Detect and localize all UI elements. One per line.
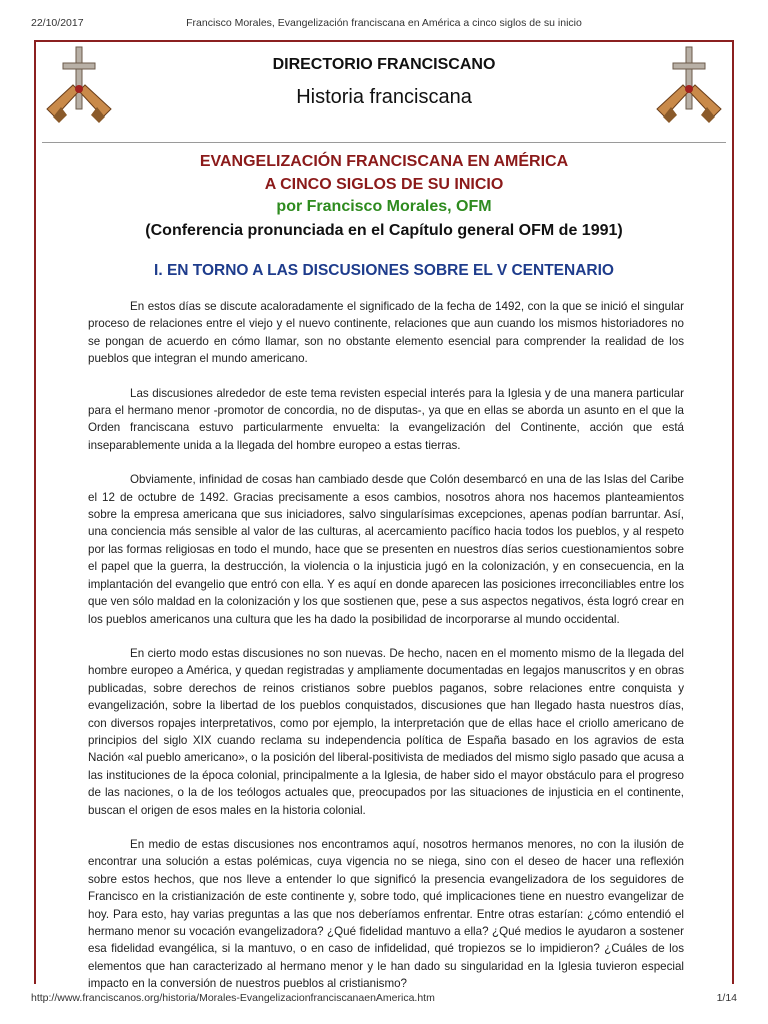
section-subtitle: Historia franciscana [296, 86, 472, 108]
site-header [120, 56, 648, 109]
page-number: 1/14 [716, 992, 737, 1004]
paragraph: Las discusiones alrededor de este tema revisten especial interés para la Iglesia y de una manera particular para el hermano menor -promotor de concordia, no de disputas-, ya que en ellas se aborda un asunto en el que la Orden franciscana estuvo particularmente envuelta: la evangelización del Continente, acción que está inseparablemente unida a la llegada del hombre europeo a estas tierras. [88, 386, 684, 452]
paragraph: En cierto modo estas discusiones no son nuevas. De hecho, nacen en el momento mismo de la llegada del hombre europeo a América, y quedan registradas y ampliamente documentadas en legajos manuscritos y en obras publicadas, sobre derechos de reinos cristianos sobre pueblos paganos, sobre relaciones entre conquista y evangelización, sobre la libertad de los pueblos conquistados, discusiones que han llegado hasta nuestros días, con diversos ropajes interpretativos, como por ejemplo, la interpretación que de ellas hace el criollo americano de principios del siglo XIX cuando reclama su independencia política de España basado en los agravios de esta Nación «al pueblo americano», o la posición del liberal-positivista de mediados del mismo siglo pasado que acusa a las instituciones de la época colonial, principalmente a la Iglesia, de haber sido el mayor obstáculo para el progreso de las naciones, o la de los teólogos actuales que, preocupados por las situaciones de injusticia en el continente, buscan el origen de esos males en la historia colonial. [88, 646, 684, 817]
franciscan-cross-emblem-icon [43, 45, 115, 125]
paragraph: En medio de estas discusiones nos encontramos aquí, nosotros hermanos menores, no con la ilusión de encontrar una solución a estas polémicas, cuya vigencia no se niega, sino con el deseo de hacer una reflexión sobre estos hechos, que nos lleve a entender lo que significó la presencia evangelizadora de los seguidores de Francisco en la cristianización de este continente y, sobre todo, qué implicaciones tiene en nuestro evangelizar de hoy. Para esto, hay varias preguntas a las que nos deberíamos enfrentar. Entre otras estarían: ¿cómo entendió el hermano menor su vocación evangelizadora? ¿Qué fidelidad mantuvo a ella? ¿Qué medios le ayudaron a sostener esa fidelidad evangélica, si la mantuvo, o en caso de infidelidad, qué tropiezos se lo impidieron? ¿Cuáles de los elementos que han caracterizado al hermano menor y le han dado su singularidad en la Iglesia tuvieron especial impacto en la conversión de nuestros pueblos al cristianismo? [88, 837, 684, 991]
print-url[interactable]: http://www.franciscanos.org/historia/Morales-EvangelizacionfranciscanaenAmerica.htm [31, 992, 435, 1004]
header-divider [42, 142, 726, 143]
print-header [31, 17, 737, 31]
article-body [88, 298, 684, 1010]
article-title-line1: EVANGELIZACIÓN FRANCISCANA EN AMÉRICA [199, 153, 569, 170]
paragraph: En estos días se discute acaloradamente el significado de la fecha de 1492, con la que se inició el singular proceso de relaciones entre el viejo y el nuevo continente, relaciones que aun cuando los mismos historiadores no se pongan de acuerdo en cómo llamar, son no obstante elemento esencial para comprender la realidad de los pueblos que integran el mundo americano. [88, 300, 684, 366]
print-footer [31, 992, 737, 1006]
article-author: por Francisco Morales, OFM [276, 198, 492, 215]
print-date: 22/10/2017 [31, 17, 84, 29]
article-conference: (Conferencia pronunciada en el Capítulo general OFM de 1991) [145, 222, 623, 239]
section-heading: I. EN TORNO A LAS DISCUSIONES SOBRE EL V CENTENARIO [154, 262, 614, 279]
article-title-line2: A CINCO SIGLOS DE SU INICIO [264, 176, 504, 193]
article-titles [44, 150, 724, 280]
paragraph: Obviamente, infinidad de cosas han cambiado desde que Colón desembarcó en una de las Islas del Caribe el 12 de octubre de 1492. Gracias precisamente a esos cambios, nosotros ahora nos hacemos planteamientos sobre la empresa americana que sus iniciadores, salvo singularísimas excepciones, apenas podían barruntar. Así, una conciencia más sensible al valor de las culturas, al acercamiento pacífico hacia todos los pueblos, y al respeto por las formas religiosas en todo el mundo, hace que se presenten en nuestros días serios cuestionamientos sobre el papel que la guerra, la destrucción, la violencia o la injusticia jugó en la colonización, y en consecuencia, en la implantación del evangelio que entró con ella. Y es aquí en donde aparecen las posiciones irreconciliables entre los que ven sólo maldad en la colonización y los que sostienen que, pese a sus aspectos negativos, ésta logró crear en los pueblos americanos una cultura que les ha dado la posibilidad de incorporarse al mundo occidental. [88, 473, 684, 626]
print-title: Francisco Morales, Evangelización franciscana en América a cinco siglos de su inicio [186, 17, 582, 29]
directory-title[interactable]: DIRECTORIO FRANCISCANO [272, 56, 496, 73]
franciscan-cross-emblem-icon [653, 45, 725, 125]
